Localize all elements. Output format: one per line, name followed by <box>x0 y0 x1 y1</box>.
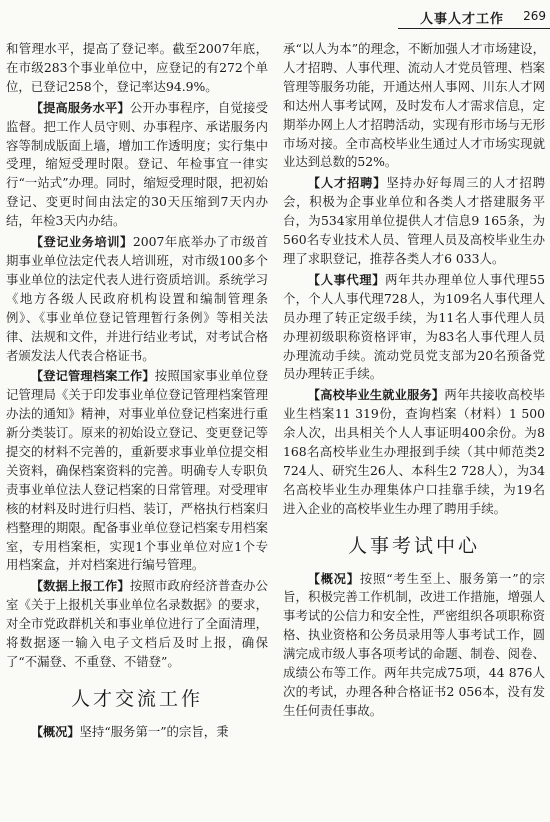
paragraph-label: 【登记业务培训】 <box>30 235 133 250</box>
paragraph <box>283 174 545 269</box>
paragraph <box>6 99 268 231</box>
paragraph-text: 按照“考生至上、服务第一”的宗旨，积极完善工作机制，改进工作措施，增强人事考试的公信力和安全性，严密组织各项职称资格、执业资格和公务员录用等人事考试工作，圆满完成市级人事各项考试的命题、制卷、阅卷、成绩公布等工作。两年共完成75项，44 876人次的考试，办理各种合格证书2 056本，没有发生任何责任事故。 <box>283 570 546 718</box>
section-heading: 人才交流工作 <box>70 687 203 710</box>
paragraph-label: 【概况】 <box>307 571 360 586</box>
left-column <box>6 40 268 744</box>
paragraph-label: 【数据上报工作】 <box>30 579 130 594</box>
paragraph-text: 按照市政府经济普查办公室《关于上报机关事业单位名录数据》的要求，对全市党政群机关和事业单位进行了全面清理，将数据逐一输入电子文档后及时上报，确保了“不漏登、不重登、不错登”。 <box>6 578 269 669</box>
paragraph-text: 2007年底举办了市级首期事业单位法定代表人培训班，对市级100多个事业单位的法定代表人进行资质培训。系统学习《地方各级人民政府机构设置和编制管理条例》、《事业单位登记管理暂行条例》等相关法律、法规和文件，并进行结业考试，对考试合格者颁发法人代表合格证书。 <box>6 234 268 363</box>
paragraph-label: 【高校毕业生就业服务】 <box>307 388 445 403</box>
paragraph <box>283 386 545 518</box>
paragraph <box>6 723 268 742</box>
running-header <box>0 0 550 30</box>
paragraph <box>6 367 268 575</box>
paragraph-label: 【人才招聘】 <box>307 176 387 191</box>
page-number: 269 <box>523 9 546 23</box>
paragraph <box>6 233 268 365</box>
paragraph-text: 两年共接收高校毕业生档案11 319份，查询档案（材料）1 500余人次，出具相关个人人事证明400余份。为8 168名高校毕业生办理报到手续（其中师范类2 724人、研究生26人、本科生2 728人），为34名高校毕业生办理集体户口挂靠手续，为19名进入企业的高校毕业生办理了聘用手续。 <box>283 387 546 516</box>
paragraph-label: 【概况】 <box>30 724 80 739</box>
paragraph-label: 【提高服务水平】 <box>30 100 130 115</box>
paragraph-label: 【登记管理档案工作】 <box>30 369 155 384</box>
paragraph-text: 按照国家事业单位登记管理局《关于印发事业单位登记管理档案管理办法的通知》精神，对事业单位登记档案进行重新分类装订。原来的初始设立登记、变更登记等提交的材料不完善的，重新要求事业单位提交相关资料，确保档案资料的完善。明确专人专职负责事业单位法人登记档案的日常管理。对受理审核的材料及时进行归档、装订，严格执行档案归档整理的期限。配备事业单位登记档案专用档案室，专用档案柜，实现1个事业单位对应1个专用档案盒，并对档案进行编号管理。 <box>6 368 269 573</box>
paragraph: 和管理水平，提高了登记率。截至2007年底，在市级283个事业单位中，应登记的有272个单位，已登记258个，登记率达94.9%。 <box>6 41 268 94</box>
section-heading: 人事考试中心 <box>347 534 480 557</box>
paragraph <box>283 570 545 721</box>
paragraph-text: 公开办事程序，自觉接受监督。把工作人员守则、办事程序、承诺服务内容等制成版面上墙，增加工作透明度；实行集中受理，缩短受理时限。登记、年检事宜一律实行“一站式”办理。同时，缩短受理时限，把初始登记、变更时间由法定的30天压缩到7天内办结，年检3天内办结。 <box>6 99 269 229</box>
paragraph <box>6 577 268 672</box>
paragraph <box>283 271 545 384</box>
paragraph-label: 【人事代理】 <box>307 272 386 287</box>
right-column <box>283 40 545 723</box>
paragraph-text: 坚持“服务第一”的宗旨，秉 <box>79 723 229 739</box>
header-rule <box>398 28 550 29</box>
paragraph-text: 坚持办好每周三的人才招聘会，积极为企事业单位和各类人才搭建服务平台，为534家用单位提供人才信息9 165条，为560名专业技术人员、管理人员及高校毕业生办理了求职登记，推荐各类人才6 033人。 <box>283 175 546 266</box>
paragraph-text: 两年共办理单位人事代理55个，个人人事代理728人，为109名人事代理人员办理了转正定级手续，为11名人事代理人员办理初级职称资格评审，为83名人事代理人员办理流动手续。流动党员党支部为20名预备党员办理转正手续。 <box>283 271 545 382</box>
paragraph: 承“以人为本”的理念，不断加强人才市场建设，人才招聘、人事代理、流动人才党员管理、档案管理等服务功能，开通达州人事网、川东人才网和达州人事考试网，及时发布人才需求信息，定期举办网上人才招聘活动，实现有形市场与无形市场对接。全市高校毕业生通过人才市场实现就业达到总数的52%。 <box>283 41 545 170</box>
header-title: 人事人才工作 <box>420 12 505 27</box>
